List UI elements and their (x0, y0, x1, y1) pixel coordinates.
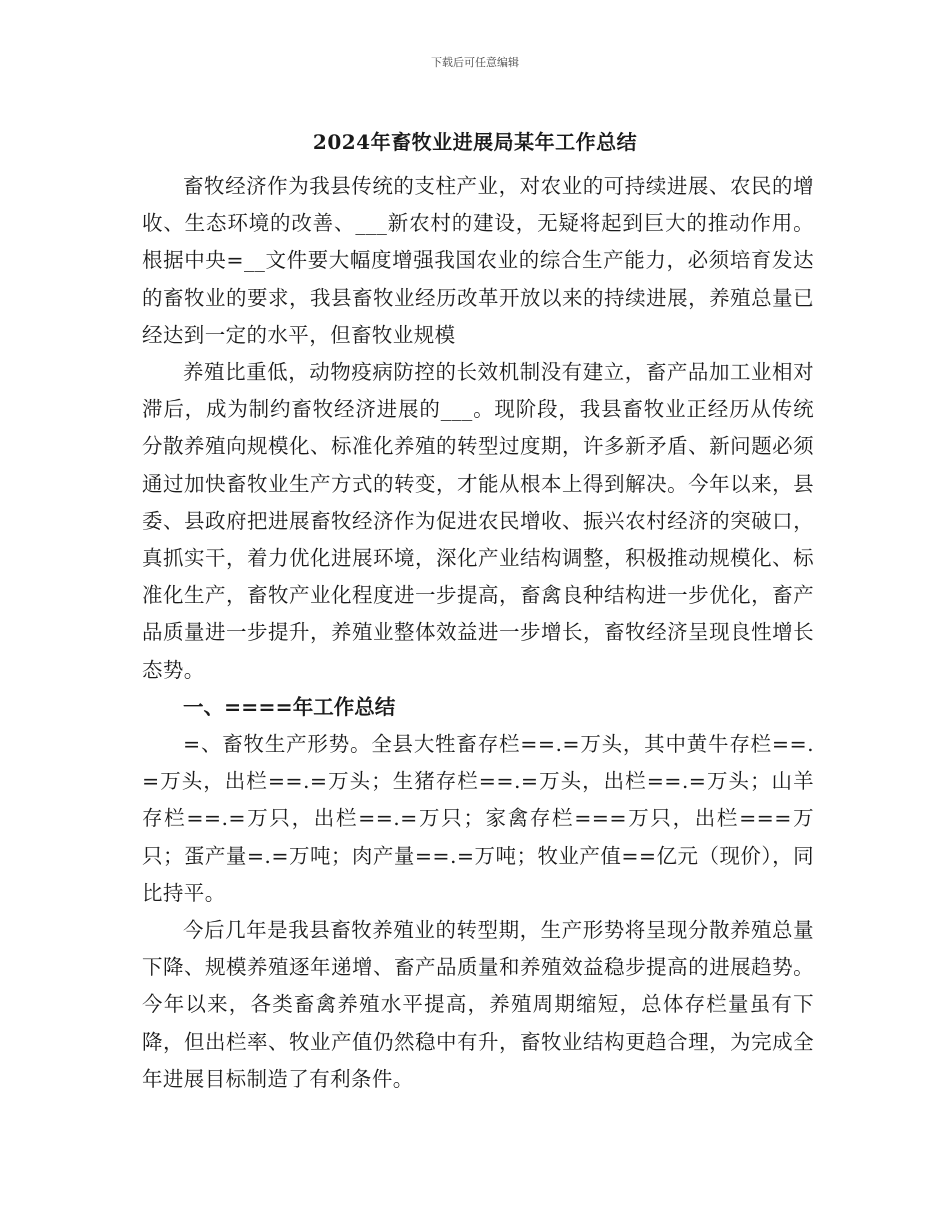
section-heading: 一、====年工作总结 (183, 694, 396, 719)
document-body (142, 168, 814, 1098)
paragraph-trend: 今后几年是我县畜牧养殖业的转型期，生产形势将呈现分散养殖总量下降、规模养殖逐年递增、畜产品质量和养殖效益稳步提高的进展趋势。今年以来，各类畜禽养殖水平提高，养殖周期缩短，总体存栏量虽有下降，但出栏率、牧业产值仍然稳中有升，畜牧业结构更趋合理，为完成全年进展目标制造了有利条件。 (142, 918, 814, 1091)
header-note: 下载后可任意编辑 (431, 56, 519, 69)
paragraph-intro: 畜牧经济作为我县传统的支柱产业，对农业的可持续进展、农民的增收、生态环境的改善、___新农村的建设，无疑将起到巨大的推动作用。根据中央=__文件要大幅度增强我国农业的综合生产能力，必须培育发达的畜牧业的要求，我县畜牧业经历改革开放以来的持续进展，养殖总量已经达到一定的水平，但畜牧业规模 (142, 174, 814, 347)
paragraph-current-situation: 养殖比重低，动物疫病防控的长效机制没有建立，畜产品加工业相对滞后，成为制约畜牧经济进展的___。现阶段，我县畜牧业正经历从传统分散养殖向规模化、标准化养殖的转型过度期，许多新矛盾、新问题必须通过加快畜牧业生产方式的转变，才能从根本上得到解决。今年以来，县委、县政府把进展畜牧经济作为促进农民增收、振兴农村经济的突破口，真抓实干，着力优化进展环境，深化产业结构调整，积极推动规模化、标准化生产，畜牧产业化程度进一步提高，畜禽良种结构进一步优化，畜产品质量进一步提升，养殖业整体效益进一步增长，畜牧经济呈现良性增长态势。 (142, 360, 814, 682)
paragraph-production-stats: =、畜牧生产形势。全县大牲畜存栏==.=万头，其中黄牛存栏==.=万头，出栏==.=万头；生猪存栏==.=万头，出栏==.=万头；山羊存栏==.=万只，出栏==.=万只；家禽存栏===万只，出栏===万只；蛋产量=.=万吨；肉产量==.=万吨；牧业产值==亿元（现价），同比持平。 (142, 732, 814, 905)
document-title: 2024年畜牧业进展局某年工作总结 (312, 130, 638, 154)
